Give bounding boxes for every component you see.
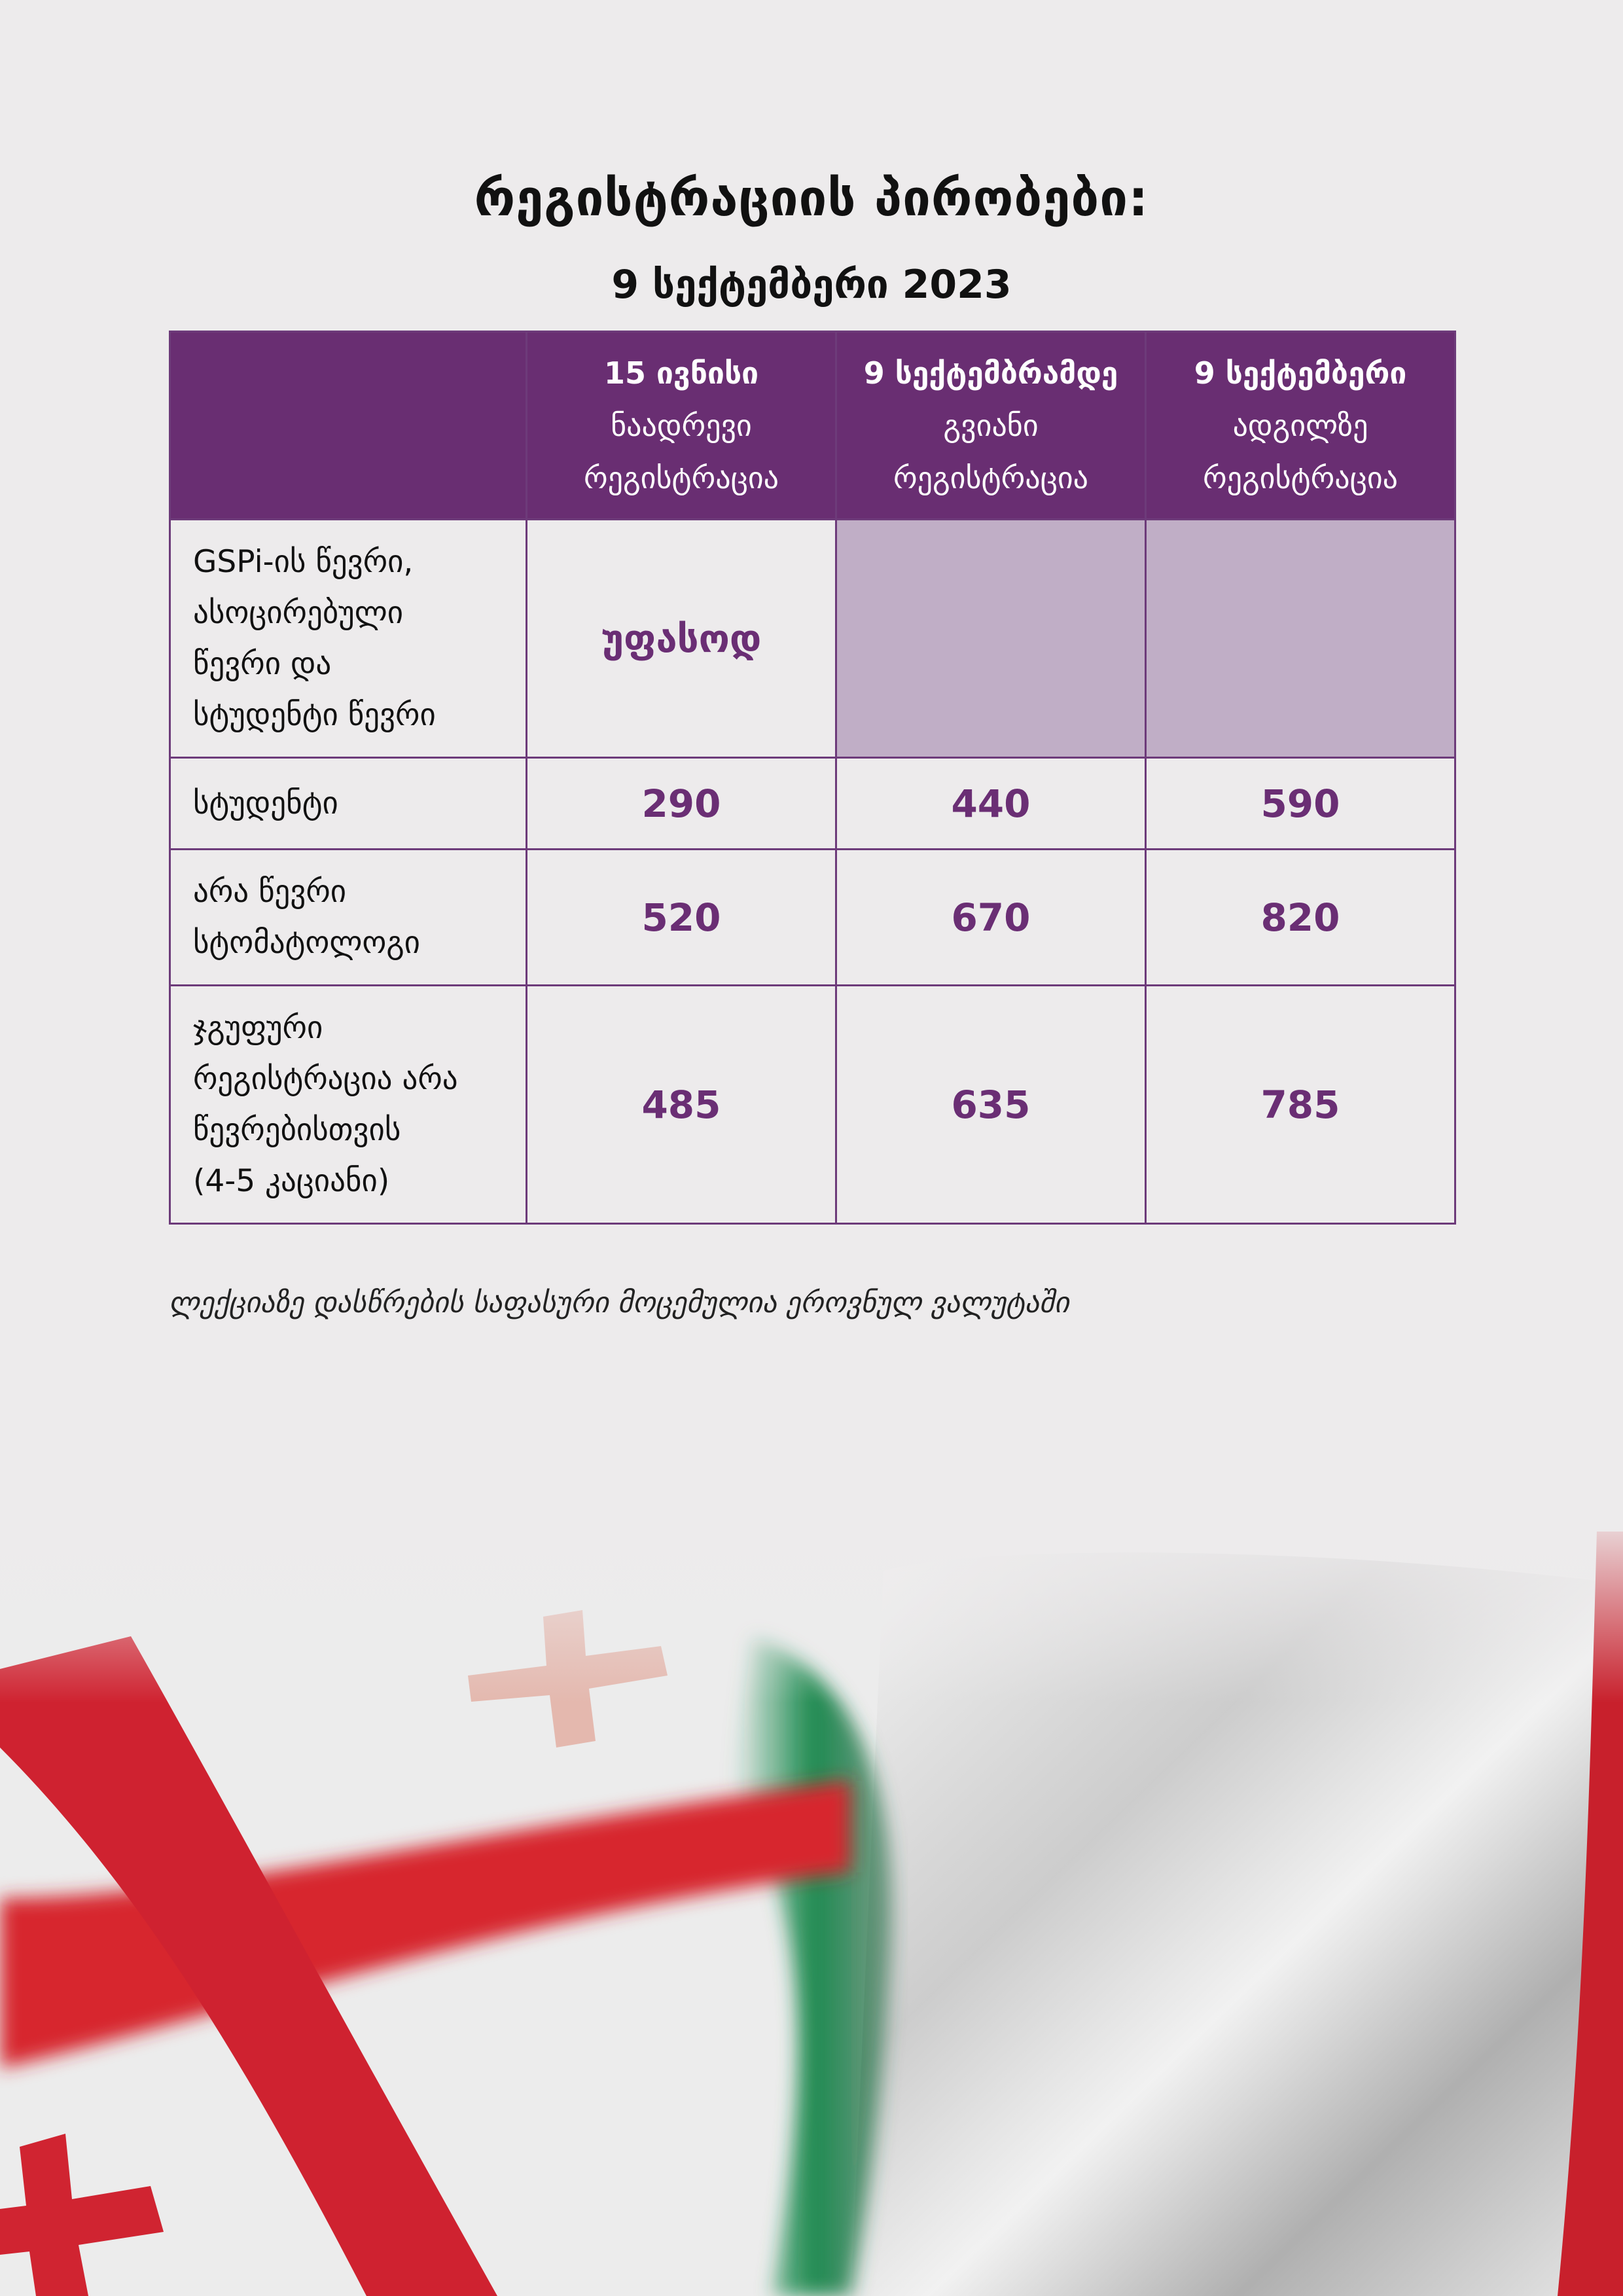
price-cell-empty (1146, 520, 1455, 758)
price-cell: 520 (527, 850, 836, 986)
header-onsite (1146, 332, 1455, 520)
price-cell: 485 (527, 986, 836, 1224)
header-early-date: 15 ივნისი (603, 355, 759, 391)
price-cell-empty (836, 520, 1146, 758)
header-onsite-date: 9 სექტემბერი (1194, 355, 1407, 391)
table-row (170, 850, 1455, 986)
header-late-date: 9 სექტემბრამდე (863, 355, 1118, 391)
row-label-line: არა წევრი (193, 873, 347, 910)
price-cell: 440 (836, 758, 1146, 850)
table-row (170, 758, 1455, 850)
page-subtitle: 9 სექტემბერი 2023 (611, 262, 1012, 308)
header-late-line2: რეგისტრაცია (893, 460, 1089, 495)
price-cell: 590 (1146, 758, 1455, 850)
header-late-line1: გვიანი (943, 408, 1039, 443)
row-label (170, 850, 527, 986)
row-label-line: ასოცირებული (193, 594, 404, 631)
page-title: რეგისტრაციის პირობები: (474, 169, 1149, 227)
row-label-line: სტომატოლოგი (193, 924, 420, 961)
row-label-line: (4-5 კაციანი) (193, 1162, 390, 1199)
currency-note: ლექციაზე დასწრების საფასური მოცემულია ეროვნულ ვალუტაში (169, 1286, 1069, 1319)
row-label-line: სტუდენტი (193, 785, 338, 821)
price-cell: 785 (1146, 986, 1455, 1224)
row-label (170, 758, 527, 850)
header-onsite-line1: ადგილზე (1232, 408, 1368, 443)
row-label-line: GSPi-ის წევრი, (193, 543, 414, 580)
header-early-line2: რეგისტრაცია (583, 460, 779, 495)
row-label-line: სტუდენტი წევრი (193, 696, 436, 733)
header-late (836, 332, 1146, 520)
price-table (169, 331, 1456, 1225)
price-cell: 670 (836, 850, 1146, 986)
header-onsite-line2: რეგისტრაცია (1202, 460, 1399, 495)
price-cell: 820 (1146, 850, 1455, 986)
row-label-line: წევრებისთვის (193, 1111, 401, 1148)
table-header-row (170, 332, 1455, 520)
header-empty (170, 332, 527, 520)
flags-background-image (0, 1505, 1623, 2296)
row-label (170, 986, 527, 1224)
price-cell: 290 (527, 758, 836, 850)
price-cell: უფასოდ (527, 520, 836, 758)
header-early (527, 332, 836, 520)
row-label-line: რეგისტრაცია არა (193, 1060, 458, 1097)
table-row (170, 520, 1455, 758)
header-early-line1: ნაადრევი (611, 408, 752, 443)
price-cell: 635 (836, 986, 1146, 1224)
row-label-line: წევრი და (193, 645, 332, 682)
table-row (170, 986, 1455, 1224)
row-label (170, 520, 527, 758)
row-label-line: ჯგუფური (193, 1009, 323, 1046)
